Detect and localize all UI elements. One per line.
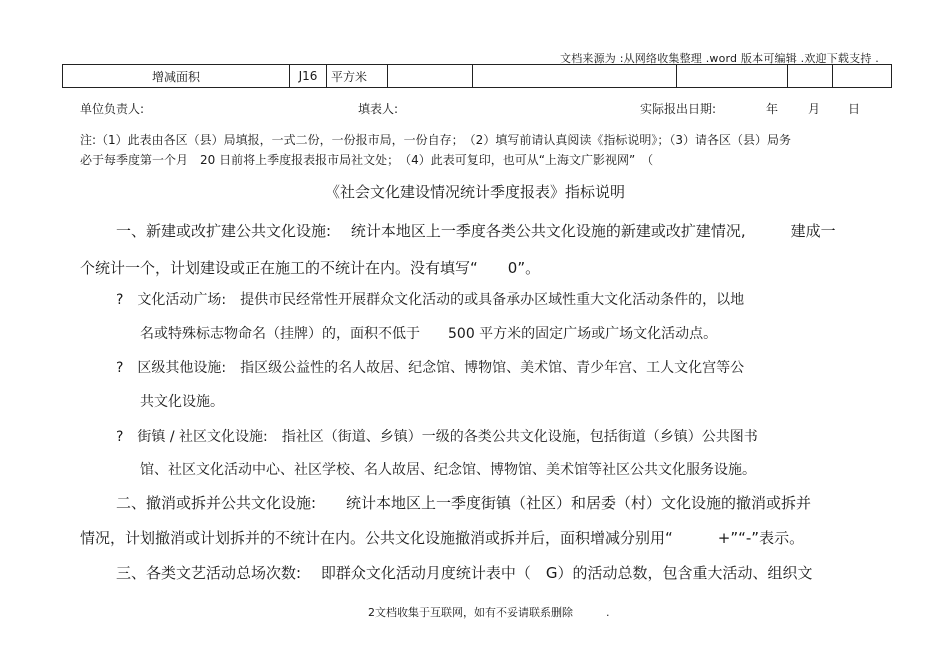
document-title: 《社会文化建设情况统计季度报表》指标说明 xyxy=(324,183,625,201)
filler-label: 填表人: xyxy=(358,102,399,116)
table-cell-empty xyxy=(833,65,892,88)
table-cell-empty xyxy=(677,65,788,88)
bullet-3-line-1: ? 街镇 / 社区文化设施: 指社区（街道、乡镇）一级的各类公共文化设施，包括街道（乡镇）公共图书 xyxy=(116,429,758,445)
table-row xyxy=(63,65,892,88)
stats-table xyxy=(62,64,892,88)
section-2-line-2: 情况，计划撤消或计划拆并的不统计在内。公共文化设施撤消或拆并后，面积增减分别用“ +”“-”表示。 xyxy=(80,529,805,547)
month-label: 月 xyxy=(808,102,821,116)
section-1-line-1: 一、新建或改扩建公共文化设施: 统计本地区上一季度各类公共文化设施的新建或改扩建情况, 建成一 xyxy=(116,222,836,240)
table-cell-unit: 平方米 xyxy=(327,65,388,88)
bullet-1-line-1: ? 文化活动广场: 提供市民经常性开展群众文化活动的或具备承办区域性重大文化活动条件的，以地 xyxy=(116,292,745,308)
table-cell-code: J16 xyxy=(290,65,327,88)
bullet-3-line-2: 馆、社区文化活动中心、社区学校、名人故居、纪念馆、博物馆、美术馆等社区公共文化服务设施。 xyxy=(140,462,756,478)
day-label: 日 xyxy=(848,102,861,116)
note-line-2: 必于每季度第一个月 20 日前将上季度报表报市局社文处； （4）此表可复印，也可从“上海文广影视网” （ xyxy=(80,153,654,167)
source-note: 文档来源为 :从网络收集整理 .word 版本可编辑 .欢迎下载支持 . xyxy=(560,52,879,65)
bullet-1-line-2: 名或特殊标志物命名（挂牌）的，面积不低于 500 平方米的固定广场或广场文化活动点。 xyxy=(140,326,718,342)
bullet-2-line-1: ? 区级其他设施: 指区级公益性的名人故居、纪念馆、博物馆、美术馆、青少年宫、工人文化宫等公 xyxy=(116,360,745,376)
page-footer: 2文档收集于互联网，如有不妥请联系删除 . xyxy=(368,606,610,619)
note-line-1: 注:（1）此表由各区（县）局填报，一式二份，一份报市局，一份自存； （2）填写前请认真阅读《指标说明》；（3）请各区（县）局务 xyxy=(80,133,791,147)
year-label: 年 xyxy=(766,102,779,116)
section-1-line-2: 个统计一个，计划建设或正在施工的不统计在内。没有填写“ 0”。 xyxy=(80,259,541,277)
table-cell-empty xyxy=(473,65,677,88)
table-cell-label: 增减面积 xyxy=(63,65,290,88)
section-2-line-1: 二、撤消或拆并公共文化设施: 统计本地区上一季度街镇（社区）和居委（村）文化设施的撤消或拆并 xyxy=(116,494,812,512)
unit-head-label: 单位负责人: xyxy=(80,102,145,116)
section-3-line-1: 三、各类文艺活动总场次数: 即群众文化活动月度统计表中（ G）的活动总数，包含重大活动、组织文 xyxy=(116,564,813,582)
table-cell-empty xyxy=(788,65,833,88)
bullet-2-line-2: 共文化设施。 xyxy=(140,394,224,410)
report-date-label: 实际报出日期: xyxy=(640,102,717,116)
table-cell-empty xyxy=(388,65,473,88)
